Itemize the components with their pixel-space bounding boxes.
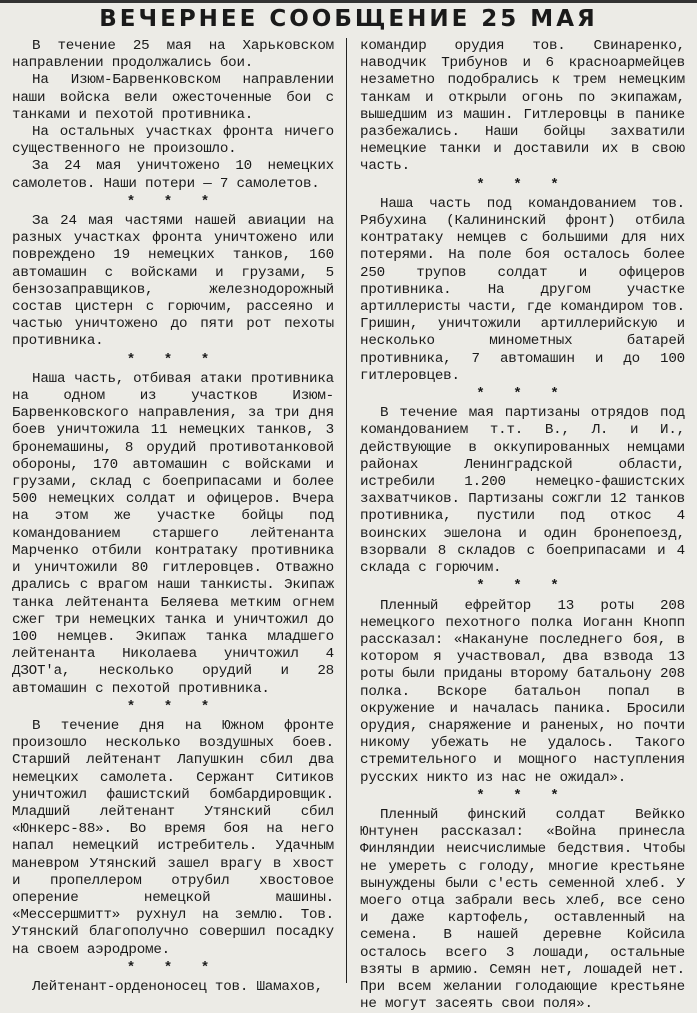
section-separator: * * *	[476, 386, 569, 403]
right-column	[360, 38, 685, 1013]
article-paragraph: Пленный ефрейтор 13 роты 208 немецкого пехотного полка Иоганн Кнопп рассказал: «Накануне последнего боя, в котором я участвовал, два взвода 13 роты были приданы второму батальону 208 полка. Вскоре батальон попал в окружение и началась паника. Бросили орудия, снаряжение и раненых, но почти никому убежать не удалось. Такого стремительного и мощного наступления русских никто из нас не ожидал».	[360, 597, 685, 786]
article-paragraph: Наша часть под командованием тов. Рябухина (Калининский фронт) отбила контратаку немцев с большими для них потерями. На поле боя осталось более 250 трупов солдат и офицеров противника. На другом участке артиллеристы части, где командиром тов. Гришин, уничтожили артиллерийскую и несколько минометных батарей противника, 7 автомашин и до 100 гитлеровцев.	[360, 195, 685, 384]
left-column	[12, 38, 334, 996]
article-paragraph: Наша часть, отбивая атаки противника на одном из участков Изюм-Барвенковского направления, за три дня боев уничтожила 11 немецких танков, 3 бронемашины, 8 орудий противотанковой обороны, 170 автомашин с войсками и грузами, склад с боеприпасами и более 500 немецких солдат и офицеров. Вчера на этом же участке бойцы под командованием старшего лейтенанта Марченко отбили контратаку противника и уничтожили 80 гитлеровцев. Отважно дрались с врагом наши танкисты. Экипаж танка лейтенанта Беляева метким огнем сжег три немецких танка и уничтожил до 100 немцев. Экипаж танка младшего лейтенанта Николаева уничтожил 4 ДЗОТ'а, несколько орудий и 28 автомашин с пехотой противника.	[12, 370, 334, 697]
article-paragraph: На Изюм-Барвенковском направлении наши войска вели ожесточенные бои с танками и пехотой противника.	[12, 72, 334, 123]
page-title: ВЕЧЕРНЕЕ СООБЩЕНИЕ 25 МАЯ	[99, 6, 598, 32]
section-separator: * * *	[476, 176, 569, 193]
top-border	[0, 0, 697, 3]
section-separator: * * *	[126, 193, 220, 210]
article-paragraph: За 24 мая уничтожено 10 немецких самолетов. Наши потери — 7 самолетов.	[12, 158, 334, 192]
section-separator: * * *	[476, 578, 569, 595]
article-paragraph: В течение дня на Южном фронте произошло несколько воздушных боев. Старший лейтенант Лапушкин сбил два немецких самолета. Сержант Ситиков уничтожил фашистский бомбардировщик. Младший лейтенант Утянский сбил «Юнкерс-88». Во время боя на него напал немецкий истребитель. Удачным маневром Утянский зашел врагу в хвост и пропеллером отрубил хвостовое оперение немецкой машины. «Мессершмитт» рухнул на землю. Тов. Утянский благополучно совершил посадку на своем аэродроме.	[12, 717, 334, 958]
section-separator: * * *	[126, 351, 220, 368]
section-separator: * * *	[476, 787, 569, 804]
article-paragraph: Лейтенант-орденоносец тов. Шамахов,	[32, 978, 323, 995]
article-paragraph: На остальных участках фронта ничего существенного не произошло.	[12, 124, 334, 158]
article-paragraph: В течение мая партизаны отрядов под командованием т.т. В., Л. и И., действующие в оккупированных немцами районах Ленинградской области, истребили 1.200 немецко-фашистских захватчиков. Партизаны сожгли 12 танков противника, пустили под откос 4 воинских эшелона и один бронепоезд, взорвали 8 складов с боеприпасами и 4 склада с горючим.	[360, 405, 685, 577]
article-paragraph: командир орудия тов. Свинаренко, наводчик Трибунов и 6 красноармейцев незаметно подобрались к трем немецким танкам и открыли огонь по экипажам, вышедшим из машин. Гитлеровцы в панике разбежались. Наши бойцы захватили немецкие танки и доставили их в свою часть.	[360, 38, 685, 175]
article-paragraph: В течение 25 мая на Харьковском направлении продолжались бои.	[12, 38, 334, 72]
column-divider	[346, 38, 347, 983]
article-paragraph: За 24 мая частями нашей авиации на разных участках фронта уничтожено или повреждено 19 немецких танков, 160 автомашин с войсками и грузами, 5 бензозаправщиков, железнодорожный состав цистерн с горючим, рассеяно и частью уничтожено до пяти рот пехоты противника.	[12, 213, 334, 350]
section-separator: * * *	[126, 698, 220, 715]
section-separator: * * *	[126, 959, 220, 976]
article-paragraph: Пленный финский солдат Вейкко Юнтунен рассказал: «Война принесла Финляндии неисчислимые бедствия. Чтобы не умереть с голоду, многие крестьяне вынуждены были с'есть семенной хлеб. У моего отца забрали весь хлеб, все сено и даже картофель, оставленный на семена. В нашей деревне Койсила осталось всего 3 лошади, остальные взяты в армию. Семян нет, лошадей нет. При всем желании голодающие крестьяне не могут засеять свои поля».	[360, 806, 685, 1013]
